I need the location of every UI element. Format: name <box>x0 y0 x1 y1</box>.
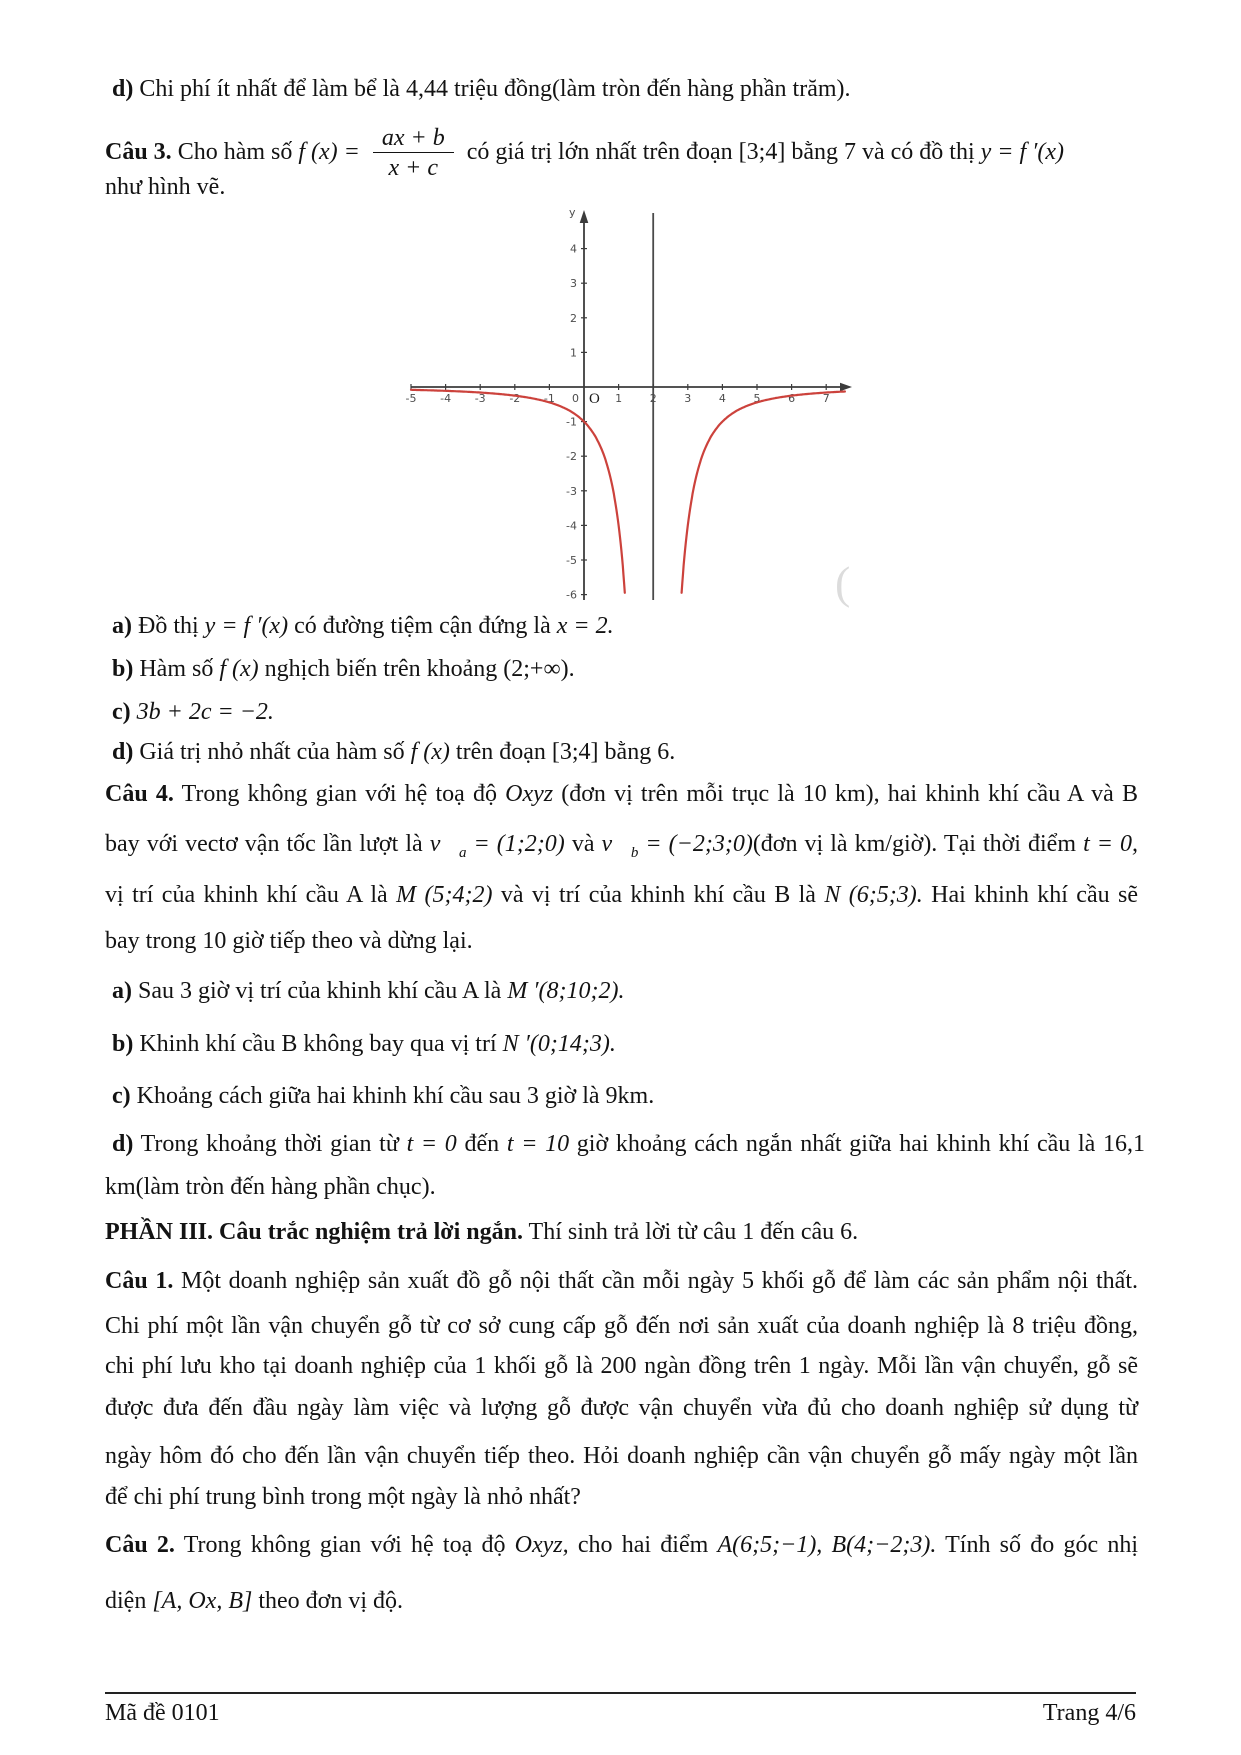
cau4-statement-d-cont <box>105 1172 1138 1203</box>
fprime-graph <box>358 203 860 615</box>
statement-label: c) <box>112 699 131 725</box>
svg-text:-5: -5 <box>566 554 577 567</box>
math-fx: f (x) = <box>298 139 366 166</box>
math-token: = (−2;3;0) <box>638 831 753 857</box>
svg-text:2: 2 <box>570 311 577 325</box>
statement-text: Chi phí một lần vận chuyển gỗ từ cơ sở cung cấp gỗ đến nơi sản xuất của doanh nghiệp là 8 triệu đồng, <box>105 1313 1138 1339</box>
statement-label: d) <box>112 739 134 765</box>
fraction-numerator: ax + b <box>373 125 454 153</box>
statement-text: cho hai điểm <box>568 1532 718 1558</box>
statement-text: Một doanh nghiệp sản xuất đồ gỗ nội thất cần mỗi ngày 5 khối gỗ để làm các sản phẩm nội thất. <box>173 1268 1138 1294</box>
question-label: Câu 2. <box>105 1532 175 1558</box>
cau4-line2 <box>105 829 1138 860</box>
page-number: Trang 4/6 <box>1042 1700 1136 1726</box>
statement-text: nghịch biến trên khoảng <box>258 656 504 682</box>
section-heading: PHẦN III. Câu trắc nghiệm trả lời ngắn. <box>105 1219 523 1245</box>
cau3-statement-c <box>112 697 1145 728</box>
math-token: f (x) <box>219 656 259 682</box>
math-vector-a-sub: a <box>459 844 467 861</box>
cau1-line1 <box>105 1266 1138 1297</box>
math-token: Oxyz, <box>514 1532 569 1558</box>
svg-text:4: 4 <box>718 392 726 405</box>
svg-text:O: O <box>589 391 600 407</box>
math-token: A(6;5;−1), B(4;−2;3). <box>717 1532 937 1558</box>
cau3-statement-b <box>112 654 1145 685</box>
statement-text: trên đoạn [3;4] bằng 6. <box>449 739 676 765</box>
cau3-note <box>105 172 1138 203</box>
cau4-line1 <box>105 779 1138 810</box>
statement-label: d) <box>112 76 134 102</box>
statement-text: Trong khoảng thời gian từ <box>133 1131 407 1157</box>
statement-text: theo đơn vị độ. <box>252 1588 403 1614</box>
svg-text:7: 7 <box>822 392 830 405</box>
statement-text: (đơn vị trên mỗi trục là 10 km), hai khinh khí cầu A và B <box>553 781 1138 807</box>
statement-prev-d <box>112 74 1145 105</box>
svg-text:-2: -2 <box>509 392 521 405</box>
question-label: Câu 1. <box>105 1268 174 1294</box>
svg-text:-1: -1 <box>543 392 555 405</box>
cau4-statement-a <box>112 976 1145 1007</box>
statement-text: Giá trị nhỏ nhất của hàm số <box>133 739 411 765</box>
cau3-intro: Cho hàm số <box>171 139 299 166</box>
footer <box>105 1700 1136 1727</box>
svg-text:1: 1 <box>615 392 623 405</box>
cau4-line3 <box>105 880 1138 911</box>
question-label: Câu 3. <box>105 139 172 166</box>
svg-text:4: 4 <box>570 242 577 256</box>
exam-code: Mã đề 0101 <box>105 1700 220 1726</box>
cau3-statement-d <box>112 737 1145 768</box>
svg-text:1: 1 <box>570 346 577 360</box>
svg-text:-3: -3 <box>474 392 486 405</box>
statement-label: b) <box>112 1031 134 1057</box>
statement-text: Chi phí ít nhất để làm bể là 4,44 triệu đồng(làm tròn đến hàng phần trăm). <box>133 76 851 102</box>
statement-text: Hai khinh khí cầu sẽ <box>922 882 1138 908</box>
statement-text: vị trí của khinh khí cầu A là <box>105 882 397 908</box>
svg-text:-6: -6 <box>566 588 577 602</box>
math-token: N (6;5;3). <box>824 882 923 908</box>
statement-label: d) <box>112 1131 134 1157</box>
statement-text: có đường tiệm cận đứng là <box>288 613 557 639</box>
statement-label: a) <box>112 978 132 1004</box>
svg-text:y: y <box>569 206 576 219</box>
math-token: t = 10 <box>506 1131 570 1157</box>
math-token: (2;+∞). <box>503 656 575 682</box>
cau2-line2 <box>105 1586 1138 1617</box>
statement-text: và vị trí của khinh khí cầu B là <box>492 882 825 908</box>
svg-text:-5: -5 <box>405 392 417 405</box>
math-token: y = f ′(x) <box>204 613 289 639</box>
cau2-line1 <box>105 1530 1138 1561</box>
svg-text:-2: -2 <box>566 450 577 464</box>
statement-label: a) <box>112 613 132 639</box>
statement-text: (đơn vị là km/giờ). Tại thời điểm <box>752 831 1084 857</box>
cau1-line4 <box>105 1393 1138 1424</box>
svg-text:-4: -4 <box>566 519 577 533</box>
math-token: 3b + 2c = −2. <box>130 699 274 725</box>
statement-text: Khinh khí cầu B không bay qua vị trí <box>133 1031 503 1057</box>
statement-text: bay trong 10 giờ tiếp theo và dừng lại. <box>105 928 473 954</box>
math-token: t = 0, <box>1083 831 1139 857</box>
statement-text: được đưa đến đầu ngày làm việc và lượng gỗ được vận chuyển vừa đủ cho doanh nghiệp sử dụng từ <box>105 1395 1138 1421</box>
statement-text: Sau 3 giờ vị trí của khinh khí cầu A là <box>132 978 508 1004</box>
math-token: M ′(8;10;2). <box>507 978 625 1004</box>
statement-text: Trong không gian với hệ toạ độ <box>174 1532 515 1558</box>
statement-text: để chi phí trung bình trong một ngày là nhỏ nhất? <box>105 1484 581 1510</box>
statement-text: Trong không gian với hệ toạ độ <box>173 781 506 807</box>
math-token: [A, Ox, B] <box>152 1588 253 1614</box>
cau4-statement-c <box>112 1081 1145 1112</box>
statement-text: Đồ thị <box>132 613 205 639</box>
math-token: x = 2. <box>556 613 614 639</box>
stray-parenthesis-mark: ( <box>835 557 851 608</box>
math-vector-b-sub: b <box>630 844 639 861</box>
math-token: = (1;2;0) <box>466 831 572 857</box>
svg-text:2: 2 <box>649 392 657 405</box>
statement-text: giờ khoảng cách ngắn nhất giữa hai khinh khí cầu là 16,1 <box>569 1131 1145 1157</box>
math-yfprime: y = f ′(x) <box>980 139 1065 166</box>
svg-text:3: 3 <box>570 277 577 291</box>
statement-text: km(làm tròn đến hàng phần chục). <box>105 1174 436 1200</box>
statement-label: c) <box>112 1083 131 1109</box>
statement-text: và <box>571 831 602 857</box>
math-token: Oxyz <box>505 781 554 807</box>
math-token: N ′(0;14;3). <box>502 1031 616 1057</box>
math-vector-b: v⃗ <box>601 831 631 857</box>
cau1-line2 <box>105 1311 1138 1342</box>
cau3-statement-a <box>112 611 1145 642</box>
svg-text:-3: -3 <box>566 484 577 498</box>
statement-text: ngày hôm đó cho đến lần vận chuyển tiếp theo. Hỏi doanh nghiệp cần vận chuyển gỗ mấy ngày một lần <box>105 1443 1138 1469</box>
svg-text:-1: -1 <box>566 415 577 429</box>
statement-text: Tính số đo góc nhị <box>936 1532 1138 1558</box>
fraction-denominator: x + c <box>388 155 439 181</box>
math-token: f (x) <box>410 739 450 765</box>
cau3-mid: có giá trị lớn nhất trên đoạn [3;4] bằng 7 và có đồ thị <box>460 139 981 166</box>
statement-text: diện <box>105 1588 153 1614</box>
footer-rule <box>105 1692 1136 1694</box>
math-vector-a: v⃗ <box>429 831 460 857</box>
statement-text: chi phí lưu kho tại doanh nghiệp của 1 khối gỗ là 200 ngàn đồng trên 1 ngày. Mỗi lần vận chuyển, gỗ sẽ <box>105 1353 1138 1379</box>
cau3-note-text: như hình vẽ. <box>105 174 226 200</box>
cau4-statement-b <box>112 1029 1145 1060</box>
question-label: Câu 4. <box>105 781 174 807</box>
statement-text: bay với vectơ vận tốc lần lượt là <box>105 831 430 857</box>
phan3-heading <box>105 1217 1138 1248</box>
cau1-line3 <box>105 1351 1138 1382</box>
statement-text: Hàm số <box>133 656 220 682</box>
statement-text: Khoảng cách giữa hai khinh khí cầu sau 3 giờ là 9km. <box>130 1083 655 1109</box>
cau1-line6 <box>105 1482 1138 1513</box>
section-subtext: Thí sinh trả lời từ câu 1 đến câu 6. <box>522 1219 859 1245</box>
math-token: M (5;4;2) <box>396 882 493 908</box>
svg-text:-4: -4 <box>440 392 452 405</box>
cau1-line5 <box>105 1441 1138 1472</box>
svg-text:3: 3 <box>684 392 692 405</box>
cau4-statement-d <box>112 1129 1145 1160</box>
svg-text:6: 6 <box>788 392 796 405</box>
statement-label: b) <box>112 656 134 682</box>
svg-text:5: 5 <box>753 392 761 405</box>
cau4-line4 <box>105 926 1138 957</box>
math-token: t = 0 <box>406 1131 457 1157</box>
statement-text: đến <box>456 1131 507 1157</box>
svg-text:0: 0 <box>572 392 579 405</box>
